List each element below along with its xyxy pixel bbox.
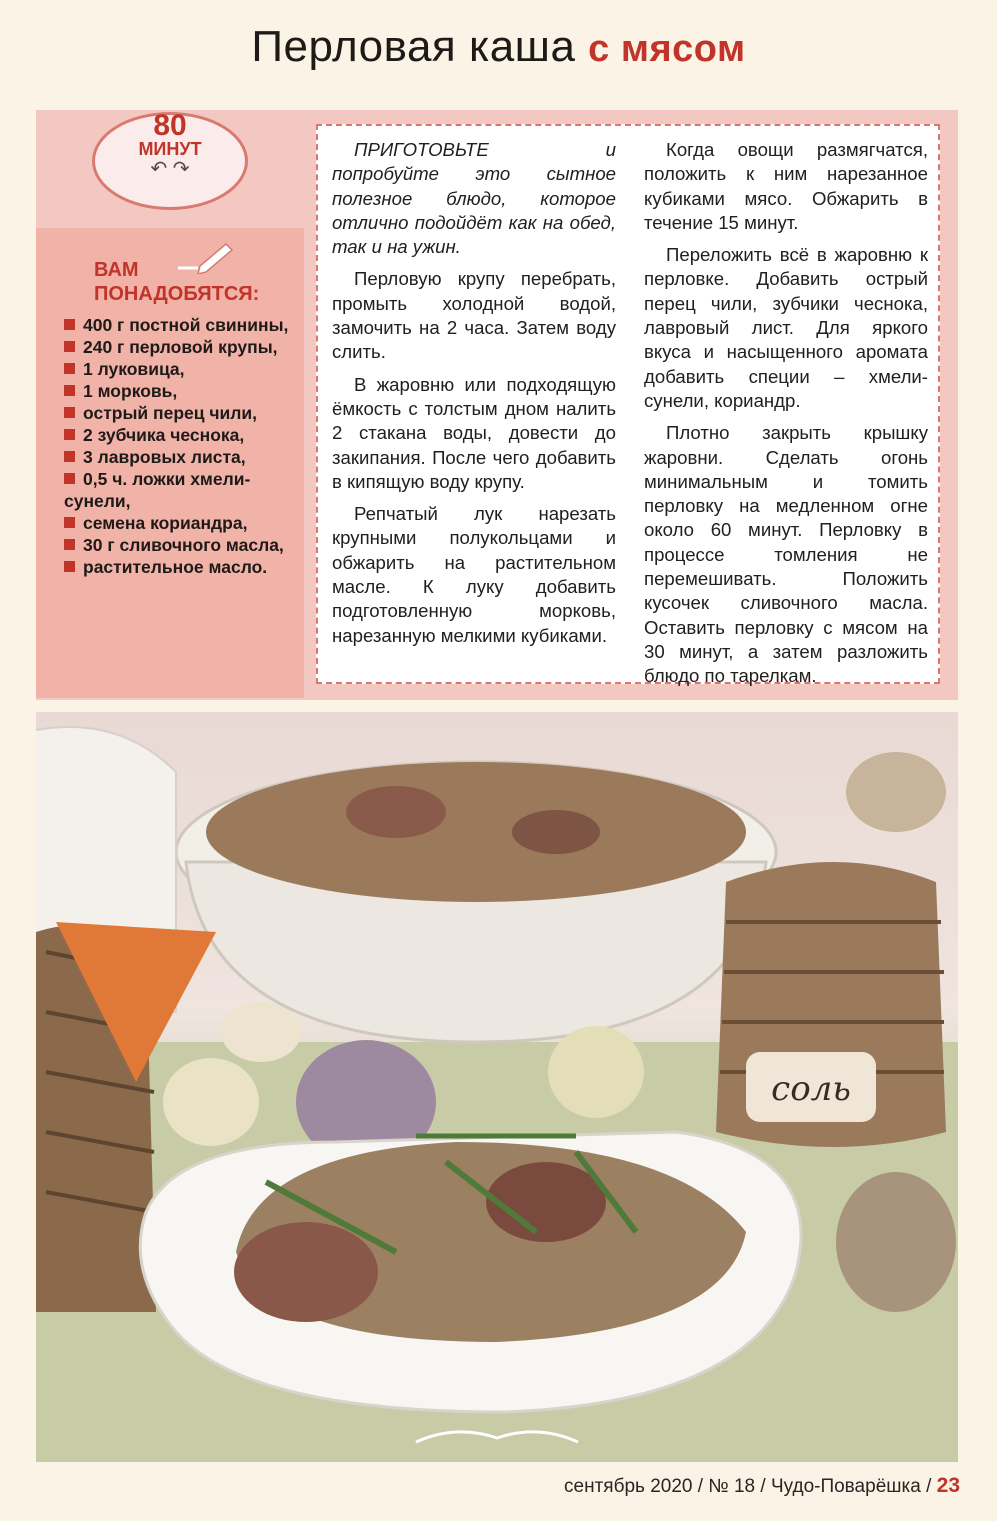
dish-illustration [36,712,958,1462]
ingredients-panel [36,228,304,698]
ingredient-item: 2 зубчика чеснока, [64,424,300,446]
ingredients-heading-line2: ПОНАДОБЯТСЯ: [94,283,260,305]
instruction-paragraph: Плотно закрыть крышку жаровни. Сделать огонь минимальным и томить перловку на медленном огне около 60 минут. Перловку в процессе томления не перемешивать. Положить кусочек сливочного масла. Оставить перловку с мясом на 30 минут, а затем разложить блюдо по тарелкам. [644,422,928,687]
garlic-bulb [836,1172,956,1312]
cooking-time-badge [92,109,248,210]
meat-piece [512,810,600,854]
instructions-column-2 [644,138,928,697]
onion [163,1058,259,1146]
clock-arrows-icon: ↶ ↷ [150,158,190,180]
ingredient-item: растительное масло. [64,556,300,578]
title-main: Перловая каша [251,22,589,71]
instruction-paragraph: Когда овощи размягчатся, положить к ним нарезанное кубиками мясо. Обжарить в течение 15 минут. [644,139,928,233]
salt-jar-label-text: соль [771,1069,851,1109]
meat-piece [486,1162,606,1242]
instructions-column-1 [332,138,616,656]
page-title [0,22,997,72]
ingredients-heading [94,258,259,306]
dish-photo [36,712,958,1462]
meat-piece [346,786,446,838]
ingredient-item: 30 г сливочного масла, [64,534,300,556]
issue-info: сентябрь 2020 / № 18 / Чудо-Поварёшка / [564,1476,937,1497]
page-number: 23 [936,1474,960,1497]
back-bowl-porridge [206,762,746,902]
onion [548,1026,644,1118]
ingredient-item: острый перец чили, [64,402,300,424]
ingredients-heading-line1: ВАМ [94,259,139,281]
title-accent: с мясом [588,28,746,70]
ingredient-item: 240 г перловой крупы, [64,336,300,358]
cooking-time-unit: МИНУТ [138,139,202,159]
recipe-instructions [316,124,940,687]
onion [221,1002,301,1062]
instruction-paragraph: В жаровню или подходящую ёмкость с толстым дном налить 2 стакана воды, довести до закипания. После чего добавить в кипящую воду крупу. [332,373,616,492]
meat-piece [234,1222,378,1322]
ingredient-item: 3 лавровых листа, [64,446,300,468]
ingredients-list [64,314,300,578]
instruction-paragraph: Перловую крупу перебрать, промыть холодной водой, замочить на 2 часа. Затем воду слить. [332,268,616,363]
cooking-time-value: 80 [153,109,187,142]
ingredient-item: семена кориандра, [64,512,300,534]
intro-paragraph: ПРИГОТОВЬТЕ и попробуйте это сытное полезное блюдо, которое отлично подойдёт как на обед, так и на ужин. [332,139,616,258]
ingredient-item: 0,5 ч. ложки хмели-сунели, [64,468,300,512]
instruction-paragraph: Переложить всё в жаровню к перловке. Добавить острый перец чили, зубчики чеснока, лавровый лист. Для яркого вкуса и насыщенного аромата добавить специи – хмели-сунели, кориандр. [644,244,928,411]
salt-jar-knob [846,752,946,832]
ingredient-item: 1 морковь, [64,380,300,402]
instruction-paragraph: Репчатый лук нарезать крупными полукольцами и обжарить на растительном масле. К луку добавить подготовленную морковь, нарезанную мелкими кубиками. [332,503,616,646]
ingredient-item: 400 г постной свинины, [64,314,300,336]
ingredient-item: 1 луковица, [64,358,300,380]
page-footer [560,1474,960,1498]
